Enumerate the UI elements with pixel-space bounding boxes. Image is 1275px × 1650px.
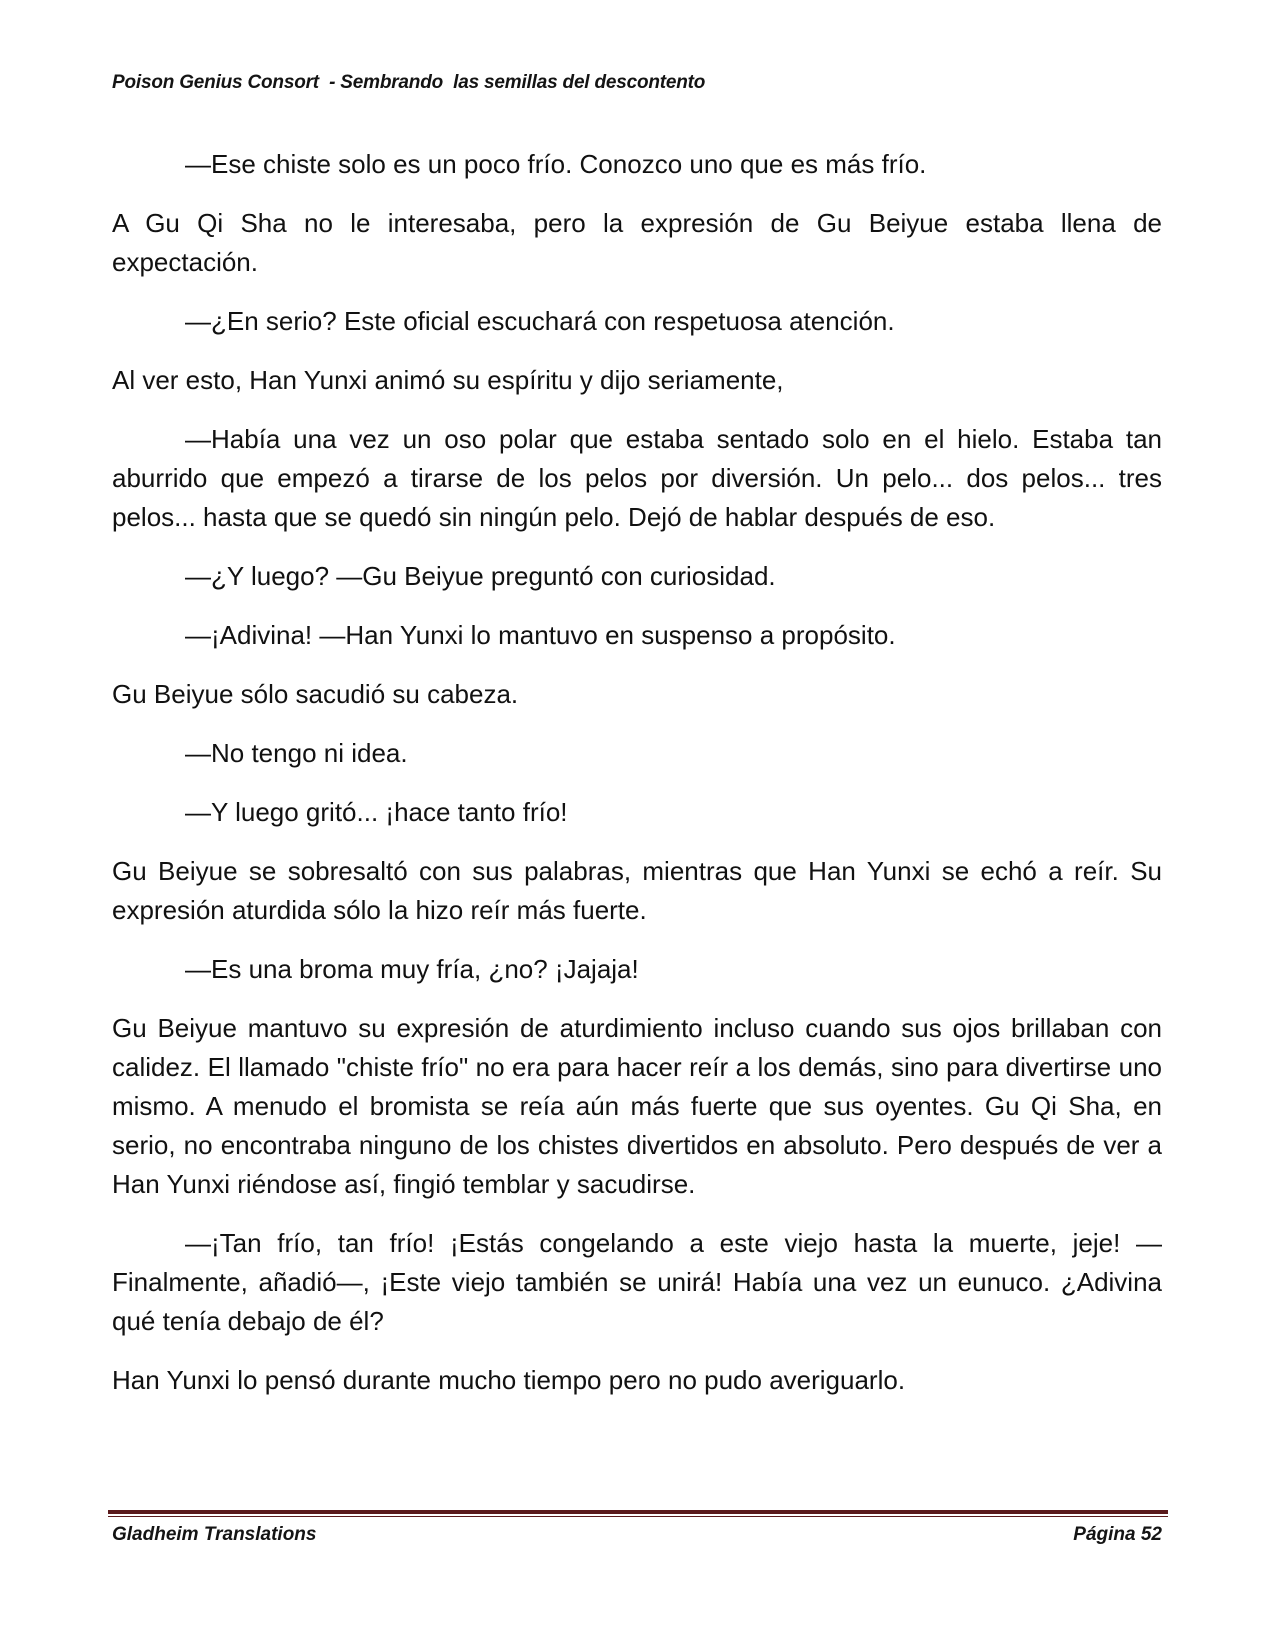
paragraph: Gu Beiyue mantuvo su expresión de aturdimiento incluso cuando sus ojos brillaban con calidez. El llamado "chiste frío" no era para hacer reír a los demás, sino para divertirse uno mismo. A menudo el bromista se reía aún más fuerte que sus oyentes. Gu Qi Sha, en serio, no encontraba ninguno de los chistes divertidos en absoluto. Pero después de ver a Han Yunxi riéndose así, fingió temblar y sacudirse. [112,1013,1162,1199]
paragraph: —No tengo ni idea. [185,738,408,768]
paragraph: —Y luego gritó... ¡hace tanto frío! [185,797,568,827]
paragraph: —¡Tan frío, tan frío! ¡Estás congelando a este viejo hasta la muerte, jeje! —Finalmente, añadió—, ¡Este viejo también se unirá! Había una vez un eunuco. ¿Adivina qué tenía debajo de él? [112,1228,1162,1336]
paragraph: —Había una vez un oso polar que estaba sentado solo en el hielo. Estaba tan aburrido que empezó a tirarse de los pelos por diversión. Un pelo... dos pelos... tres pelos... hasta que se quedó sin ningún pelo. Dejó de hablar después de eso. [112,424,1162,532]
body-text [112,145,1162,1420]
paragraph: —¿En serio? Este oficial escuchará con respetuosa atención. [185,306,895,336]
paragraph: Al ver esto, Han Yunxi animó su espíritu y dijo seriamente, [112,365,784,395]
paragraph: Gu Beiyue sólo sacudió su cabeza. [112,679,519,709]
paragraph: —Ese chiste solo es un poco frío. Conozco uno que es más frío. [185,149,927,179]
paragraph: —¿Y luego? —Gu Beiyue preguntó con curiosidad. [185,561,776,591]
paragraph: —¡Adivina! —Han Yunxi lo mantuvo en suspenso a propósito. [185,620,896,650]
paragraph: A Gu Qi Sha no le interesaba, pero la expresión de Gu Beiyue estaba llena de expectación. [112,208,1162,277]
paragraph: Han Yunxi lo pensó durante mucho tiempo pero no pudo averiguarlo. [112,1365,906,1395]
paragraph: —Es una broma muy fría, ¿no? ¡Jajaja! [185,954,639,984]
footer-page-number: Página 52 [1073,1524,1162,1545]
paragraph: Gu Beiyue se sobresaltó con sus palabras, mientras que Han Yunxi se echó a reír. Su expresión aturdida sólo la hizo reír más fuerte. [112,856,1162,925]
running-header: Poison Genius Consort - Sembrando las semillas del descontento [112,72,706,93]
footer-rule [108,1510,1168,1517]
footer-publisher: Gladheim Translations [112,1524,317,1545]
